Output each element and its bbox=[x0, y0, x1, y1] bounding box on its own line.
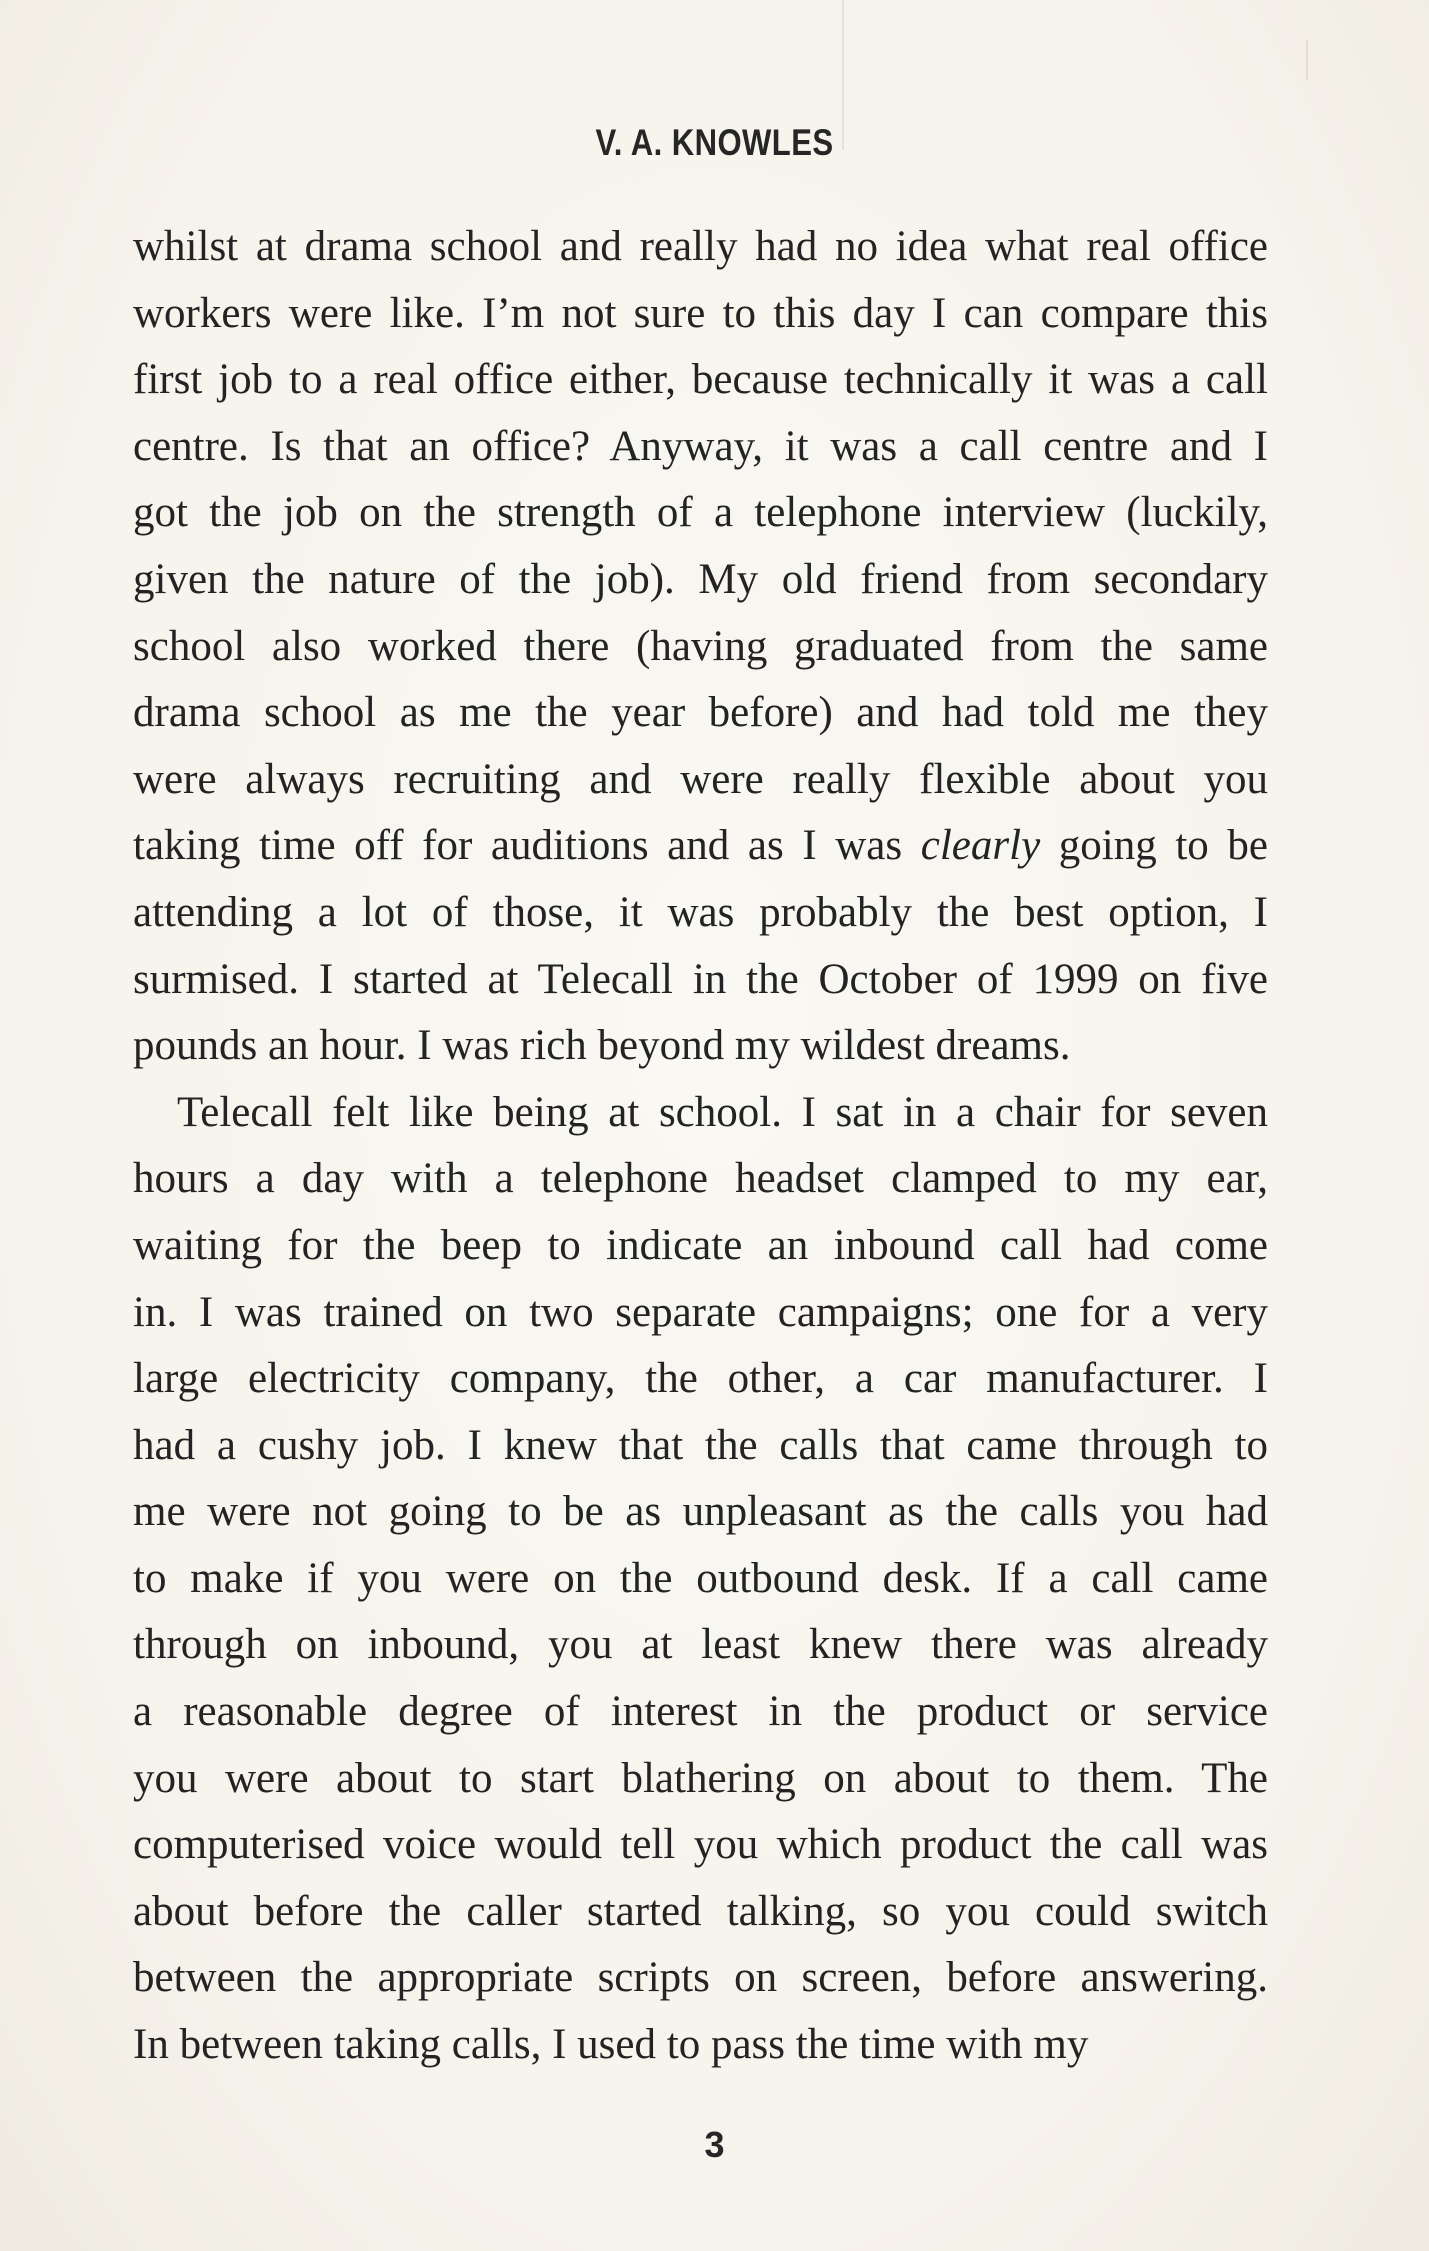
text-line: hours a day with a telephone headset clamped to my ear, bbox=[133, 1155, 1268, 1203]
text-line: me were not going to be as unpleasant as the calls you had bbox=[133, 1488, 1268, 1536]
text-line: you were about to start blathering on about to them. The bbox=[133, 1754, 1268, 1802]
running-head-author: V. A. KNOWLES bbox=[595, 122, 834, 163]
text-line: school also worked there (having graduated from the same bbox=[133, 622, 1268, 670]
text-line: large electricity company, the other, a car manufacturer. I bbox=[133, 1355, 1268, 1403]
text-line: computerised voice would tell you which product the call was bbox=[133, 1821, 1268, 1869]
text-line: got the job on the strength of a telephone interview (luckily, bbox=[133, 489, 1268, 537]
text-line: to make if you were on the outbound desk. If a call came bbox=[133, 1554, 1268, 1602]
text-line: surmised. I started at Telecall in the October of 1999 on five bbox=[133, 955, 1268, 1003]
text-line: workers were like. I’m not sure to this day I can compare this bbox=[133, 289, 1268, 337]
text-line: In between taking calls, I used to pass the time with my bbox=[133, 2021, 1089, 2069]
text-line: given the nature of the job). My old friend from secondary bbox=[133, 555, 1268, 603]
text-line: a reasonable degree of interest in the product or service bbox=[133, 1688, 1268, 1736]
paragraph bbox=[133, 1080, 1268, 2079]
text-line: in. I was trained on two separate campaigns; one for a very bbox=[133, 1288, 1268, 1336]
text-line: taking time off for auditions and as I was clearly going to be bbox=[133, 822, 1268, 870]
text-line: had a cushy job. I knew that the calls that came through to bbox=[133, 1421, 1268, 1469]
text-line: Telecall felt like being at school. I sat in a chair for seven bbox=[177, 1088, 1268, 1136]
emphasized-word: clearly bbox=[920, 822, 1041, 870]
text-line: first job to a real office either, because technically it was a call bbox=[133, 356, 1268, 404]
text-line: between the appropriate scripts on screen, before answering. bbox=[133, 1954, 1268, 2002]
text-line: waiting for the beep to indicate an inbound call had come bbox=[133, 1221, 1268, 1269]
page-number: 3 bbox=[704, 2124, 725, 2165]
text-line: were always recruiting and were really flexible about you bbox=[133, 755, 1268, 803]
text-line: about before the caller started talking, so you could switch bbox=[133, 1887, 1268, 1935]
text-line: centre. Is that an office? Anyway, it was a call centre and I bbox=[133, 422, 1268, 470]
text-line: through on inbound, you at least knew there was already bbox=[133, 1621, 1268, 1669]
text-line: pounds an hour. I was rich beyond my wildest dreams. bbox=[133, 1022, 1071, 1070]
paragraph bbox=[133, 214, 1268, 1080]
text-line: whilst at drama school and really had no idea what real office bbox=[133, 223, 1268, 270]
text-line: drama school as me the year before) and had told me they bbox=[133, 689, 1268, 737]
body-text bbox=[133, 214, 1268, 2079]
text-line: attending a lot of those, it was probably the best option, I bbox=[133, 888, 1268, 936]
scan-crease-mark bbox=[1306, 40, 1308, 80]
